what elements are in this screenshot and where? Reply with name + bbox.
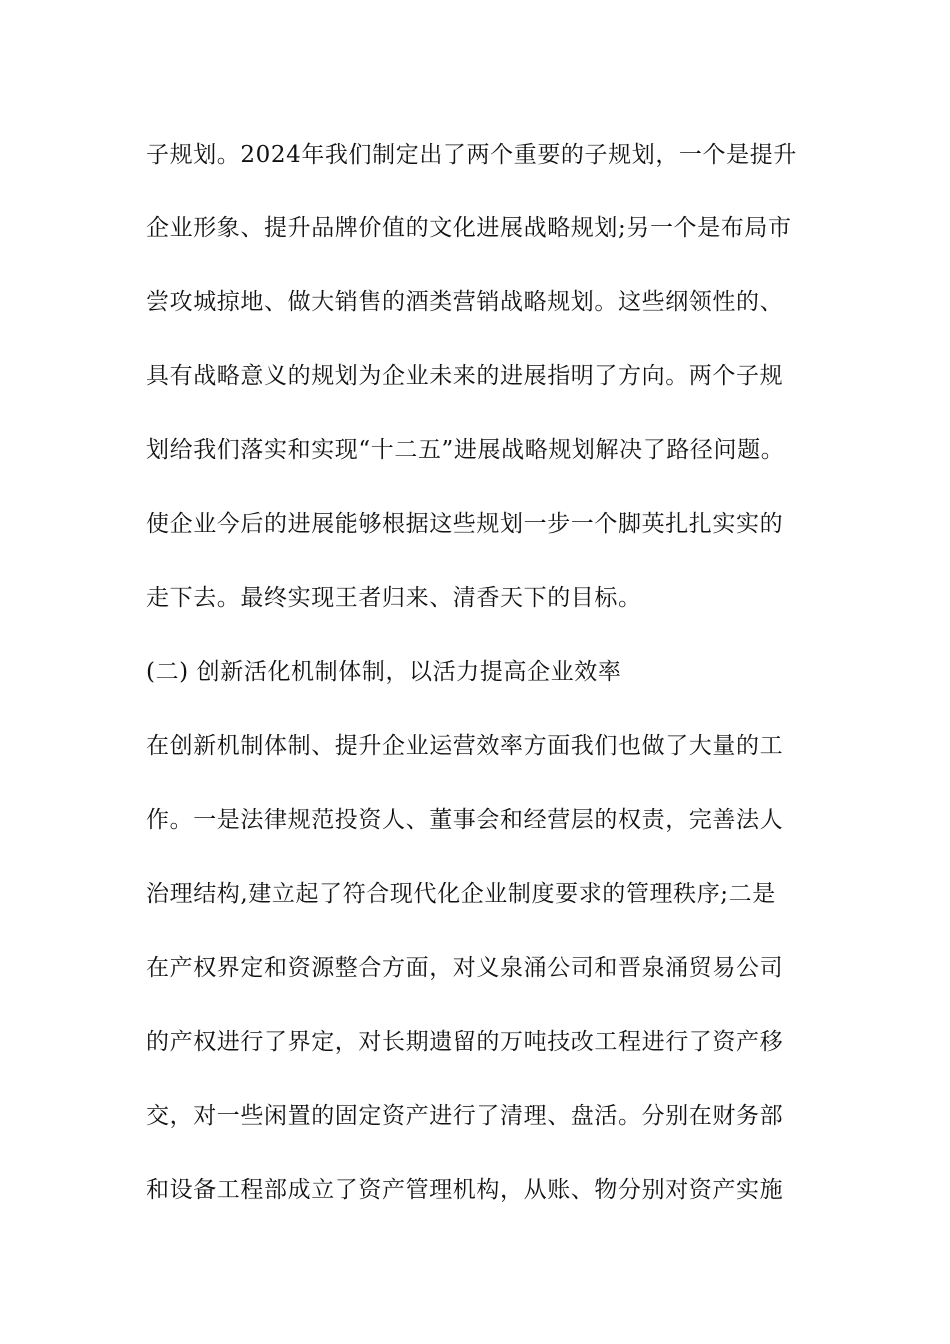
- text-line: 尝攻城掠地、做大销售的酒类营销战略规划。这些纲领性的、: [146, 289, 784, 315]
- text-line: 和设备工程部成立了资产管理机构，从账、物分别对资产实施: [146, 1177, 784, 1203]
- text-line: 具有战略意义的规划为企业未来的进展指明了方向。两个子规: [146, 363, 784, 389]
- text-line: 在产权界定和资源整合方面，对义泉涌公司和晋泉涌贸易公司: [146, 955, 784, 981]
- text-line: 走下去。最终实现王者归来、清香天下的目标。: [146, 585, 642, 611]
- text-line: 使企业今后的进展能够根据这些规划一步一个脚英扎扎实实的: [146, 511, 784, 537]
- text-line: 交，对一些闲置的固定资产进行了清理、盘活。分别在财务部: [146, 1103, 784, 1129]
- text-line: 在创新机制体制、提升企业运营效率方面我们也做了大量的工: [146, 733, 784, 759]
- text-line: 的产权进行了界定，对长期遗留的万吨技改工程进行了资产移: [146, 1029, 784, 1055]
- text-line: 划给我们落实和实现“十二五”进展战略规划解决了路径问题。: [146, 437, 785, 463]
- section-heading: (二) 创新活化机制体制，以活力提高企业效率: [146, 659, 622, 685]
- text-line: 治理结构,建立起了符合现代化企业制度要求的管理秩序;二是: [146, 881, 776, 907]
- text-line: 作。一是法律规范投资人、董事会和经营层的权责，完善法人: [146, 807, 784, 833]
- text-line: 子规划。2024年我们制定出了两个重要的子规划，一个是提升: [146, 142, 797, 168]
- text-line: 企业形象、提升品牌价值的文化进展战略规划;另一个是布局市: [146, 215, 792, 241]
